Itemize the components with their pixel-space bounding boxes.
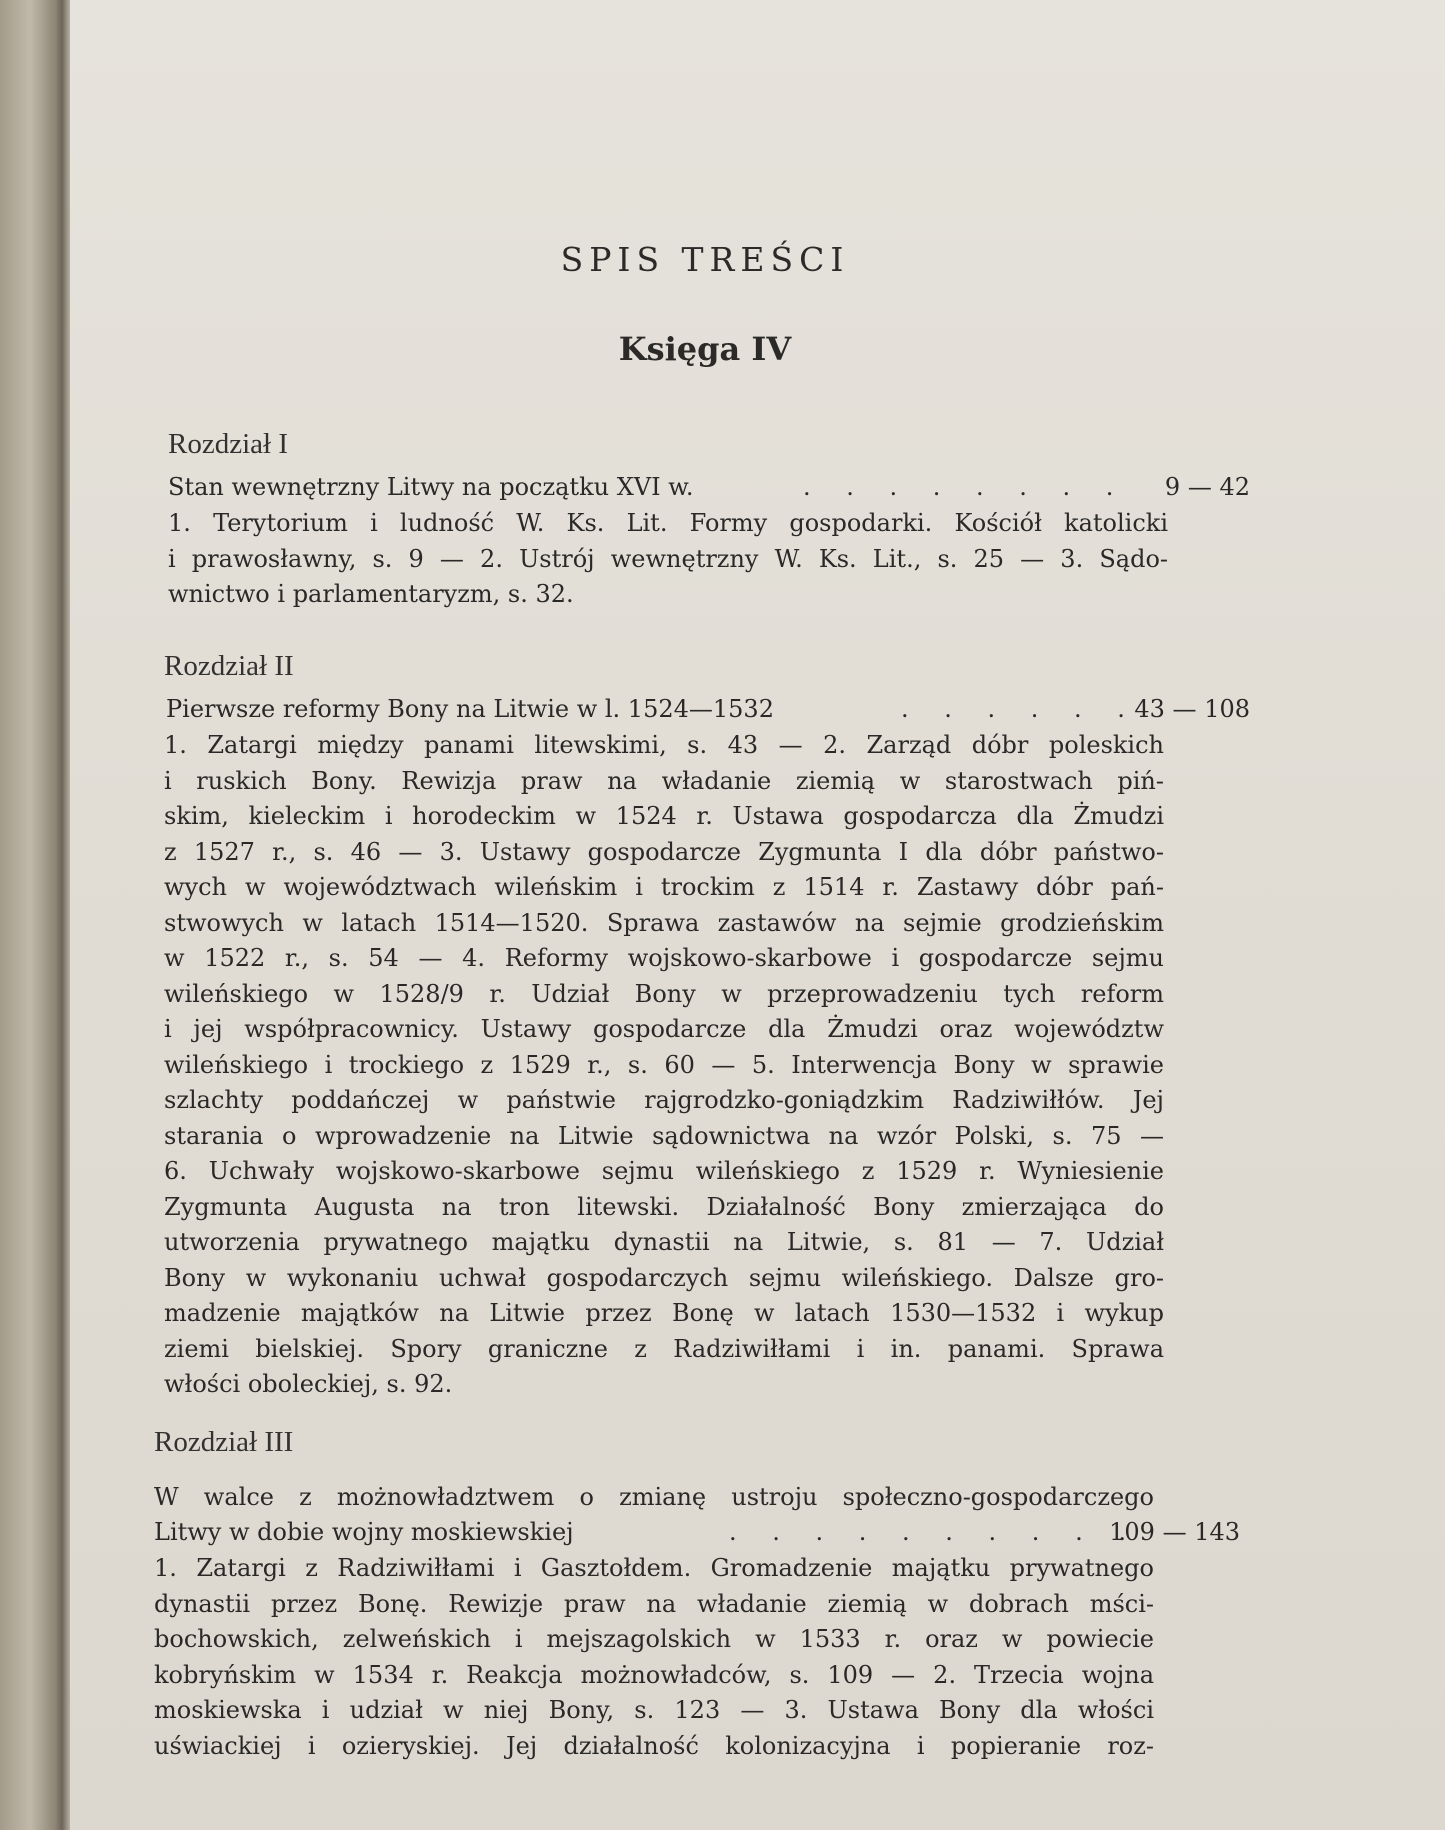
content-line: starania o wprowadzenie na Litwie sądownictwa na wzór Polski, s. 75 — [164, 1121, 1164, 1150]
content-line: wileńskiego i trockiego z 1529 r., s. 60 — 5. Interwencja Bony w sprawie [164, 1050, 1164, 1079]
left-page-edge [0, 0, 70, 1830]
content-line: z 1527 r., s. 46 — 3. Ustawy gospodarcze Zygmunta I dla dóbr państwo- [164, 837, 1164, 866]
book-heading: Księga IV [618, 330, 792, 368]
chapter-title-text: W walce z możnowładztwem o zmianę ustroju społeczno-gospodarczego [154, 1483, 1154, 1511]
page-title: SPIS TREŚCI [560, 240, 850, 279]
chapter-entry-1 [168, 470, 1250, 506]
content-line: utworzenia prywatnego majątku dynastii na Litwie, s. 81 — 7. Udział [164, 1228, 1164, 1256]
leader-dots: . . . . . . [901, 695, 1139, 723]
chapter-entry-2 [166, 692, 1250, 728]
content-line: i ruskich Bony. Rewizja praw na władanie ziemią w starostwach piń- [164, 766, 1164, 795]
content-line: 1. Zatargi z Radziwiłłami i Gasztołdem. Gromadzenie majątku prywatnego [154, 1554, 1154, 1582]
content-line: skim, kieleckim i horodeckim w 1524 r. Ustawa gospodarcza dla Żmudzi [164, 802, 1164, 830]
chapter-title-line [168, 470, 1250, 506]
chapter-title-text: Pierwsze reformy Bony na Litwie w l. 1524—1532 [166, 695, 774, 723]
leader-dots: . . . . . . . . [803, 473, 1128, 501]
chapter-contents-1 [168, 506, 1168, 613]
content-line: Bony w wykonaniu uchwał gospodarczych sejmu wileńskiego. Dalsze gro- [164, 1263, 1164, 1292]
content-line: wych w województwach wileńskim i trockim z 1514 r. Zastawy dóbr pań- [164, 873, 1164, 901]
content-line: bochowskich, zelweńskich i mejszagolskich w 1533 r. oraz w powiecie [154, 1625, 1154, 1653]
content-line: madzenie majątków na Litwie przez Bonę w latach 1530—1532 i wykup [164, 1299, 1164, 1327]
content-line: i prawosławny, s. 9 — 2. Ustrój wewnętrzny W. Ks. Lit., s. 25 — 3. Sądo- [168, 544, 1168, 573]
content-line: wnictwo i parlamentaryzm, s. 32. [168, 580, 574, 608]
chapter-label-2: Rozdział II [164, 650, 294, 682]
content-line: szlachty poddańczej w państwie rajgrodzko-goniądzkim Radziwiłłów. Jej [164, 1086, 1164, 1114]
content-line: kobryńskim w 1534 r. Reakcja możnowładców, s. 109 — 2. Trzecia wojna [154, 1660, 1154, 1689]
chapter-title-text: Stan wewnętrzny Litwy na początku XVI w. [168, 473, 694, 501]
page-range: 9 — 42 [1164, 473, 1250, 501]
content-line: w 1522 r., s. 54 — 4. Reformy wojskowo-skarbowe i gospodarcze sejmu [164, 944, 1164, 972]
chapter-contents-2 [164, 728, 1164, 1403]
page-range: 109 — 143 [1109, 1518, 1240, 1546]
content-line: włości oboleckiej, s. 92. [164, 1370, 453, 1398]
chapter-entry-3 [154, 1480, 1154, 1516]
content-line: moskiewska i udział w niej Bony, s. 123 — 3. Ustawa Bony dla włości [154, 1696, 1154, 1724]
chapter-title-line [154, 1515, 1240, 1551]
chapter-contents-3 [154, 1551, 1154, 1764]
content-line: uświackiej i ozieryskiej. Jej działalność kolonizacyjna i popieranie roz- [154, 1731, 1154, 1760]
content-line: stwowych w latach 1514—1520. Sprawa zastawów na sejmie grodzieńskim [164, 908, 1164, 937]
content-line: ziemi bielskiej. Spory graniczne z Radziwiłłami i in. panami. Sprawa [164, 1334, 1164, 1363]
leader-dots: . . . . . . . . . . [729, 1518, 1140, 1546]
chapter-entry-3-cont [154, 1515, 1240, 1551]
chapter-title-line [166, 692, 1250, 728]
content-line: Zygmunta Augusta na tron litewski. Działalność Bony zmierzająca do [164, 1192, 1164, 1221]
content-line: 1. Zatargi między panami litewskimi, s. 43 — 2. Zarząd dóbr poleskich [164, 731, 1164, 759]
chapter-label-3: Rozdział III [154, 1426, 294, 1458]
chapter-title-text: Litwy w dobie wojny moskiewskiej [154, 1518, 574, 1546]
content-line: wileńskiego w 1528/9 r. Udział Bony w przeprowadzeniu tych reform [164, 979, 1164, 1008]
content-line: i jej współpracownicy. Ustawy gospodarcze dla Żmudzi oraz województw [164, 1015, 1164, 1043]
page-range: 43 — 108 [1134, 695, 1250, 723]
content-line: dynastii przez Bonę. Rewizje praw na władanie ziemią w dobrach mści- [154, 1589, 1154, 1618]
book-page [70, 0, 1445, 1830]
chapter-label-1: Rozdział I [168, 428, 288, 460]
content-line: 6. Uchwały wojskowo-skarbowe sejmu wileńskiego z 1529 r. Wyniesienie [164, 1157, 1164, 1185]
content-line: 1. Terytorium i ludność W. Ks. Lit. Formy gospodarki. Kościół katolicki [168, 509, 1168, 537]
